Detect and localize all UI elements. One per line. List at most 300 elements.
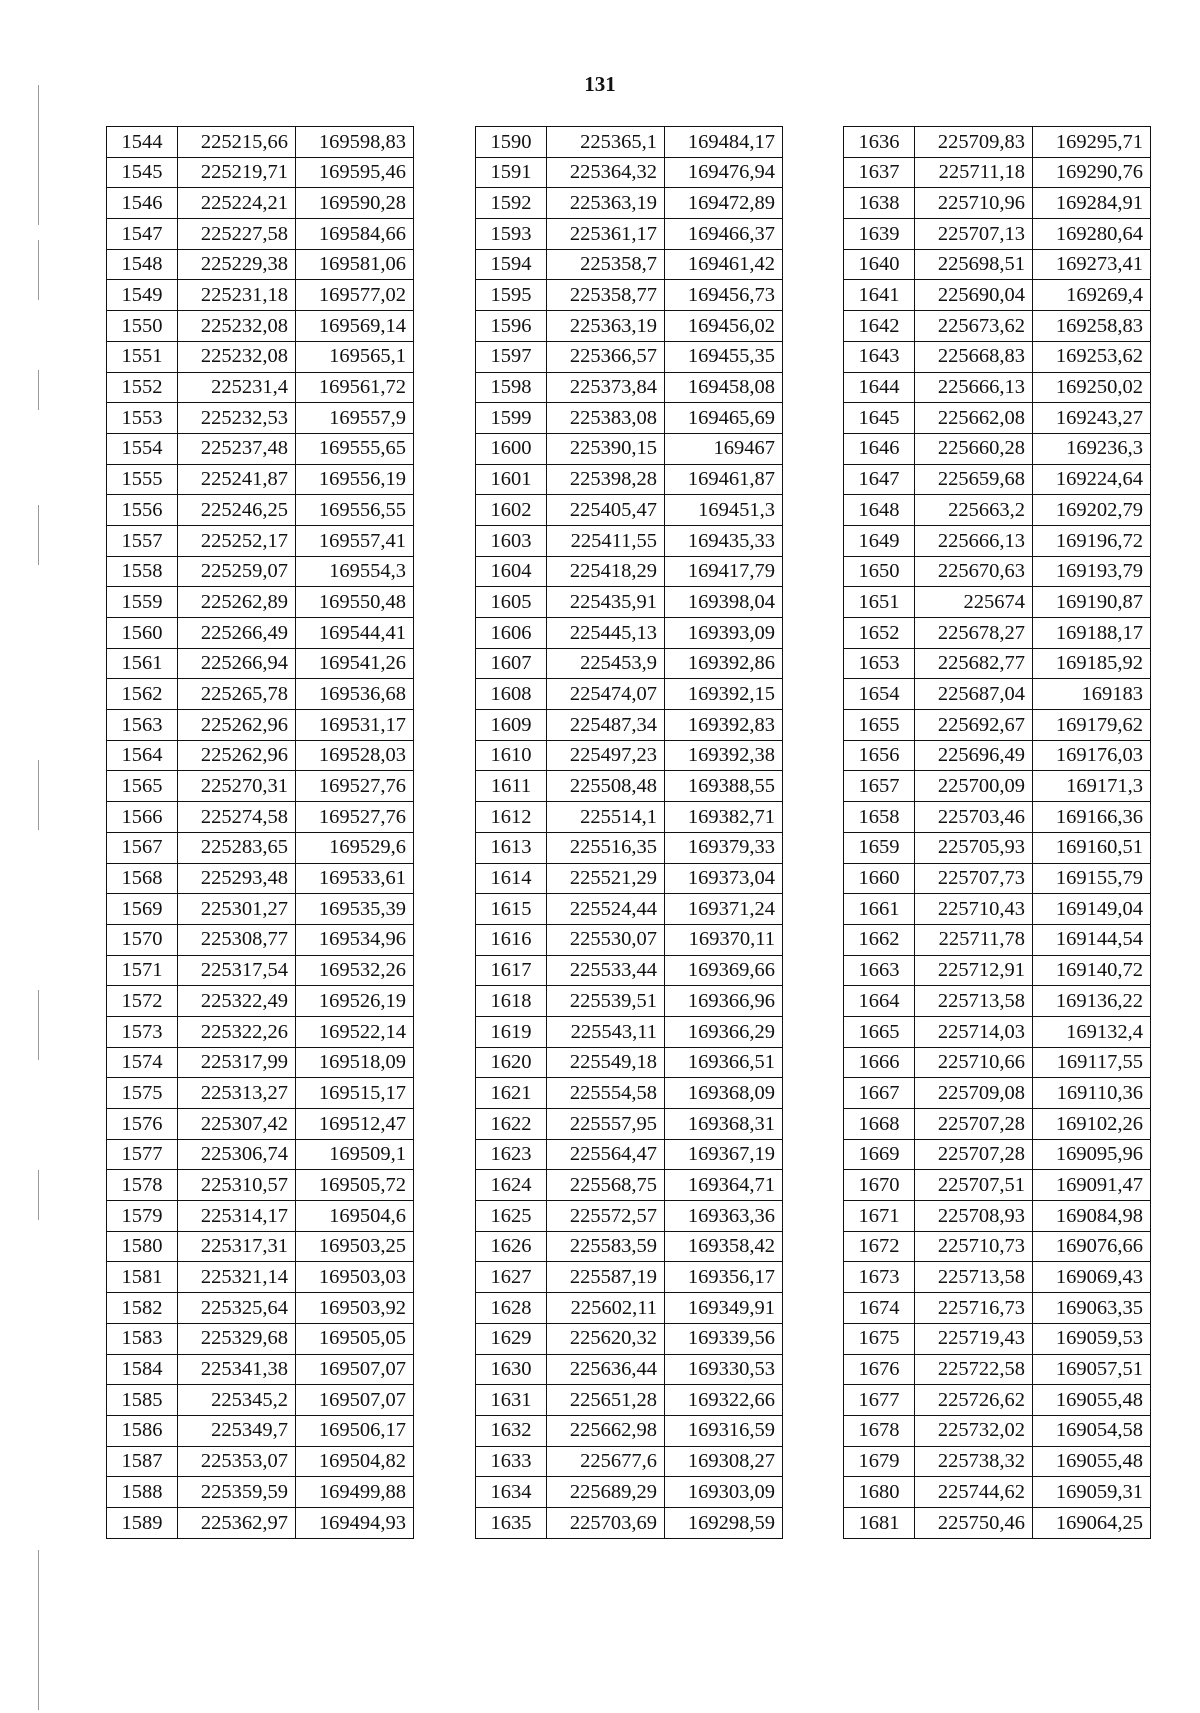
point-number-cell: 1577: [107, 1139, 178, 1170]
point-number-cell: 1606: [476, 618, 547, 649]
point-number-cell: 1551: [107, 341, 178, 372]
coordinate-table-2: [475, 126, 783, 1539]
table-row: [107, 679, 414, 710]
y-coordinate-cell: 169330,53: [665, 1354, 783, 1385]
point-number-cell: 1607: [476, 648, 547, 679]
y-coordinate-cell: 169529,6: [296, 832, 414, 863]
point-number-cell: 1560: [107, 618, 178, 649]
table-row: [107, 464, 414, 495]
table-row: [844, 1231, 1151, 1262]
point-number-cell: 1587: [107, 1446, 178, 1477]
point-number-cell: 1634: [476, 1477, 547, 1508]
x-coordinate-cell: 225668,83: [915, 341, 1033, 372]
y-coordinate-cell: 169556,55: [296, 495, 414, 526]
point-number-cell: 1584: [107, 1354, 178, 1385]
point-number-cell: 1648: [844, 495, 915, 526]
table-row: [844, 556, 1151, 587]
table-row: [844, 1354, 1151, 1385]
y-coordinate-cell: 169149,04: [1033, 894, 1151, 925]
table-row: [476, 648, 783, 679]
x-coordinate-cell: 225310,57: [178, 1170, 296, 1201]
x-coordinate-cell: 225329,68: [178, 1323, 296, 1354]
table-row: [844, 924, 1151, 955]
y-coordinate-cell: 169398,04: [665, 587, 783, 618]
x-coordinate-cell: 225666,13: [915, 372, 1033, 403]
x-coordinate-cell: 225711,18: [915, 157, 1033, 188]
table-row: [844, 1477, 1151, 1508]
point-number-cell: 1579: [107, 1201, 178, 1232]
x-coordinate-cell: 225587,19: [547, 1262, 665, 1293]
point-number-cell: 1650: [844, 556, 915, 587]
table-row: [476, 1109, 783, 1140]
table-row: [476, 1047, 783, 1078]
table-row: [844, 311, 1151, 342]
y-coordinate-cell: 169243,27: [1033, 403, 1151, 434]
y-coordinate-cell: 169160,51: [1033, 832, 1151, 863]
table-row: [844, 863, 1151, 894]
table-row: [107, 525, 414, 556]
x-coordinate-cell: 225293,48: [178, 863, 296, 894]
point-number-cell: 1649: [844, 525, 915, 556]
x-coordinate-cell: 225543,11: [547, 1016, 665, 1047]
point-number-cell: 1561: [107, 648, 178, 679]
x-coordinate-cell: 225232,08: [178, 341, 296, 372]
y-coordinate-cell: 169171,3: [1033, 771, 1151, 802]
y-coordinate-cell: 169379,33: [665, 832, 783, 863]
y-coordinate-cell: 169584,66: [296, 219, 414, 250]
table-row: [107, 403, 414, 434]
y-coordinate-cell: 169063,35: [1033, 1293, 1151, 1324]
x-coordinate-cell: 225636,44: [547, 1354, 665, 1385]
y-coordinate-cell: 169339,56: [665, 1323, 783, 1354]
x-coordinate-cell: 225262,89: [178, 587, 296, 618]
point-number-cell: 1639: [844, 219, 915, 250]
point-number-cell: 1563: [107, 710, 178, 741]
point-number-cell: 1549: [107, 280, 178, 311]
point-number-cell: 1614: [476, 863, 547, 894]
x-coordinate-cell: 225549,18: [547, 1047, 665, 1078]
y-coordinate-cell: 169370,11: [665, 924, 783, 955]
x-coordinate-cell: 225707,13: [915, 219, 1033, 250]
table-row: [844, 1016, 1151, 1047]
table-row: [476, 924, 783, 955]
y-coordinate-cell: 169284,91: [1033, 188, 1151, 219]
point-number-cell: 1663: [844, 955, 915, 986]
table-row: [107, 1201, 414, 1232]
y-coordinate-cell: 169557,41: [296, 525, 414, 556]
point-number-cell: 1585: [107, 1385, 178, 1416]
table-row: [107, 249, 414, 280]
point-number-cell: 1552: [107, 372, 178, 403]
table-row: [476, 1477, 783, 1508]
table-row: [476, 495, 783, 526]
x-coordinate-cell: 225516,35: [547, 832, 665, 863]
point-number-cell: 1636: [844, 127, 915, 158]
point-number-cell: 1553: [107, 403, 178, 434]
table-row: [476, 157, 783, 188]
table-row: [844, 433, 1151, 464]
y-coordinate-cell: 169303,09: [665, 1477, 783, 1508]
x-coordinate-cell: 225533,44: [547, 955, 665, 986]
x-coordinate-cell: 225678,27: [915, 618, 1033, 649]
table-row: [844, 710, 1151, 741]
point-number-cell: 1657: [844, 771, 915, 802]
y-coordinate-cell: 169382,71: [665, 802, 783, 833]
x-coordinate-cell: 225227,58: [178, 219, 296, 250]
y-coordinate-cell: 169366,51: [665, 1047, 783, 1078]
point-number-cell: 1677: [844, 1385, 915, 1416]
point-number-cell: 1680: [844, 1477, 915, 1508]
point-number-cell: 1624: [476, 1170, 547, 1201]
x-coordinate-cell: 225365,1: [547, 127, 665, 158]
point-number-cell: 1627: [476, 1262, 547, 1293]
table-row: [476, 403, 783, 434]
x-coordinate-cell: 225651,28: [547, 1385, 665, 1416]
x-coordinate-cell: 225689,29: [547, 1477, 665, 1508]
y-coordinate-cell: 169367,19: [665, 1139, 783, 1170]
x-coordinate-cell: 225349,7: [178, 1415, 296, 1446]
y-coordinate-cell: 169504,82: [296, 1446, 414, 1477]
y-coordinate-cell: 169544,41: [296, 618, 414, 649]
table-row: [476, 1323, 783, 1354]
point-number-cell: 1570: [107, 924, 178, 955]
table-row: [844, 249, 1151, 280]
y-coordinate-cell: 169140,72: [1033, 955, 1151, 986]
point-number-cell: 1566: [107, 802, 178, 833]
y-coordinate-cell: 169534,96: [296, 924, 414, 955]
point-number-cell: 1626: [476, 1231, 547, 1262]
x-coordinate-cell: 225700,09: [915, 771, 1033, 802]
table-row: [476, 280, 783, 311]
x-coordinate-cell: 225306,74: [178, 1139, 296, 1170]
table-row: [107, 1323, 414, 1354]
point-number-cell: 1633: [476, 1446, 547, 1477]
point-number-cell: 1609: [476, 710, 547, 741]
x-coordinate-cell: 225564,47: [547, 1139, 665, 1170]
x-coordinate-cell: 225663,2: [915, 495, 1033, 526]
table-row: [844, 1446, 1151, 1477]
y-coordinate-cell: 169091,47: [1033, 1170, 1151, 1201]
y-coordinate-cell: 169358,42: [665, 1231, 783, 1262]
x-coordinate-cell: 225398,28: [547, 464, 665, 495]
x-coordinate-cell: 225345,2: [178, 1385, 296, 1416]
x-coordinate-cell: 225707,73: [915, 863, 1033, 894]
x-coordinate-cell: 225219,71: [178, 157, 296, 188]
y-coordinate-cell: 169095,96: [1033, 1139, 1151, 1170]
table-row: [107, 1507, 414, 1538]
table-row: [844, 1293, 1151, 1324]
y-coordinate-cell: 169503,03: [296, 1262, 414, 1293]
x-coordinate-cell: 225674: [915, 587, 1033, 618]
table-row: [476, 986, 783, 1017]
x-coordinate-cell: 225317,54: [178, 955, 296, 986]
x-coordinate-cell: 225713,58: [915, 986, 1033, 1017]
y-coordinate-cell: 169512,47: [296, 1109, 414, 1140]
table-row: [107, 802, 414, 833]
point-number-cell: 1654: [844, 679, 915, 710]
y-coordinate-cell: 169472,89: [665, 188, 783, 219]
y-coordinate-cell: 169236,3: [1033, 433, 1151, 464]
table-row: [107, 1354, 414, 1385]
y-coordinate-cell: 169598,83: [296, 127, 414, 158]
point-number-cell: 1681: [844, 1507, 915, 1538]
point-number-cell: 1640: [844, 249, 915, 280]
x-coordinate-cell: 225341,38: [178, 1354, 296, 1385]
y-coordinate-cell: 169349,91: [665, 1293, 783, 1324]
x-coordinate-cell: 225620,32: [547, 1323, 665, 1354]
table-row: [476, 771, 783, 802]
point-number-cell: 1554: [107, 433, 178, 464]
y-coordinate-cell: 169393,09: [665, 618, 783, 649]
x-coordinate-cell: 225709,08: [915, 1078, 1033, 1109]
x-coordinate-cell: 225712,91: [915, 955, 1033, 986]
table-row: [107, 1016, 414, 1047]
y-coordinate-cell: 169461,87: [665, 464, 783, 495]
table-row: [844, 157, 1151, 188]
x-coordinate-cell: 225274,58: [178, 802, 296, 833]
point-number-cell: 1569: [107, 894, 178, 925]
point-number-cell: 1630: [476, 1354, 547, 1385]
point-number-cell: 1631: [476, 1385, 547, 1416]
y-coordinate-cell: 169084,98: [1033, 1201, 1151, 1232]
y-coordinate-cell: 169322,66: [665, 1385, 783, 1416]
point-number-cell: 1674: [844, 1293, 915, 1324]
y-coordinate-cell: 169368,31: [665, 1109, 783, 1140]
table-row: [107, 280, 414, 311]
x-coordinate-cell: 225719,43: [915, 1323, 1033, 1354]
point-number-cell: 1564: [107, 740, 178, 771]
table-row: [107, 648, 414, 679]
table-row: [844, 648, 1151, 679]
point-number-cell: 1670: [844, 1170, 915, 1201]
table-row: [107, 188, 414, 219]
x-coordinate-cell: 225710,43: [915, 894, 1033, 925]
y-coordinate-cell: 169059,53: [1033, 1323, 1151, 1354]
table-row: [107, 771, 414, 802]
point-number-cell: 1567: [107, 832, 178, 863]
point-number-cell: 1594: [476, 249, 547, 280]
y-coordinate-cell: 169455,35: [665, 341, 783, 372]
x-coordinate-cell: 225262,96: [178, 710, 296, 741]
point-number-cell: 1642: [844, 311, 915, 342]
table-row: [844, 955, 1151, 986]
x-coordinate-cell: 225270,31: [178, 771, 296, 802]
x-coordinate-cell: 225411,55: [547, 525, 665, 556]
table-row: [844, 1385, 1151, 1416]
y-coordinate-cell: 169528,03: [296, 740, 414, 771]
point-number-cell: 1578: [107, 1170, 178, 1201]
point-number-cell: 1548: [107, 249, 178, 280]
x-coordinate-cell: 225659,68: [915, 464, 1033, 495]
table-row: [107, 1415, 414, 1446]
y-coordinate-cell: 169527,76: [296, 771, 414, 802]
point-number-cell: 1669: [844, 1139, 915, 1170]
table-row: [844, 219, 1151, 250]
y-coordinate-cell: 169069,43: [1033, 1262, 1151, 1293]
x-coordinate-cell: 225325,64: [178, 1293, 296, 1324]
y-coordinate-cell: 169577,02: [296, 280, 414, 311]
table-row: [476, 955, 783, 986]
point-number-cell: 1597: [476, 341, 547, 372]
y-coordinate-cell: 169250,02: [1033, 372, 1151, 403]
y-coordinate-cell: 169503,92: [296, 1293, 414, 1324]
x-coordinate-cell: 225602,11: [547, 1293, 665, 1324]
point-number-cell: 1618: [476, 986, 547, 1017]
table-row: [476, 1262, 783, 1293]
point-number-cell: 1612: [476, 802, 547, 833]
table-row: [844, 1109, 1151, 1140]
y-coordinate-cell: 169417,79: [665, 556, 783, 587]
table-row: [107, 1109, 414, 1140]
point-number-cell: 1595: [476, 280, 547, 311]
y-coordinate-cell: 169507,07: [296, 1385, 414, 1416]
y-coordinate-cell: 169132,4: [1033, 1016, 1151, 1047]
table-row: [107, 1385, 414, 1416]
point-number-cell: 1628: [476, 1293, 547, 1324]
point-number-cell: 1613: [476, 832, 547, 863]
point-number-cell: 1662: [844, 924, 915, 955]
point-number-cell: 1550: [107, 311, 178, 342]
y-coordinate-cell: 169166,36: [1033, 802, 1151, 833]
x-coordinate-cell: 225583,59: [547, 1231, 665, 1262]
y-coordinate-cell: 169509,1: [296, 1139, 414, 1170]
table-row: [844, 1415, 1151, 1446]
y-coordinate-cell: 169494,93: [296, 1507, 414, 1538]
scan-margin-mark: [38, 505, 39, 565]
x-coordinate-cell: 225283,65: [178, 832, 296, 863]
table-row: [476, 188, 783, 219]
x-coordinate-cell: 225314,17: [178, 1201, 296, 1232]
point-number-cell: 1591: [476, 157, 547, 188]
x-coordinate-cell: 225322,49: [178, 986, 296, 1017]
y-coordinate-cell: 169117,55: [1033, 1047, 1151, 1078]
y-coordinate-cell: 169290,76: [1033, 157, 1151, 188]
point-number-cell: 1672: [844, 1231, 915, 1262]
point-number-cell: 1641: [844, 280, 915, 311]
x-coordinate-cell: 225252,17: [178, 525, 296, 556]
y-coordinate-cell: 169055,48: [1033, 1385, 1151, 1416]
table-row: [107, 372, 414, 403]
point-number-cell: 1659: [844, 832, 915, 863]
y-coordinate-cell: 169392,83: [665, 710, 783, 741]
x-coordinate-cell: 225572,57: [547, 1201, 665, 1232]
x-coordinate-cell: 225246,25: [178, 495, 296, 526]
y-coordinate-cell: 169515,17: [296, 1078, 414, 1109]
y-coordinate-cell: 169392,38: [665, 740, 783, 771]
table-row: [844, 1047, 1151, 1078]
point-number-cell: 1651: [844, 587, 915, 618]
x-coordinate-cell: 225568,75: [547, 1170, 665, 1201]
point-number-cell: 1621: [476, 1078, 547, 1109]
x-coordinate-cell: 225726,62: [915, 1385, 1033, 1416]
x-coordinate-cell: 225321,14: [178, 1262, 296, 1293]
x-coordinate-cell: 225383,08: [547, 403, 665, 434]
x-coordinate-cell: 225708,93: [915, 1201, 1033, 1232]
table-row: [107, 219, 414, 250]
point-number-cell: 1599: [476, 403, 547, 434]
y-coordinate-cell: 169179,62: [1033, 710, 1151, 741]
point-number-cell: 1596: [476, 311, 547, 342]
y-coordinate-cell: 169456,02: [665, 311, 783, 342]
point-number-cell: 1660: [844, 863, 915, 894]
y-coordinate-cell: 169308,27: [665, 1446, 783, 1477]
y-coordinate-cell: 169253,62: [1033, 341, 1151, 372]
table-row: [476, 894, 783, 925]
x-coordinate-cell: 225557,95: [547, 1109, 665, 1140]
y-coordinate-cell: 169388,55: [665, 771, 783, 802]
point-number-cell: 1647: [844, 464, 915, 495]
x-coordinate-cell: 225521,29: [547, 863, 665, 894]
x-coordinate-cell: 225666,13: [915, 525, 1033, 556]
table-row: [107, 311, 414, 342]
x-coordinate-cell: 225358,77: [547, 280, 665, 311]
x-coordinate-cell: 225696,49: [915, 740, 1033, 771]
scan-margin-mark: [38, 240, 39, 300]
x-coordinate-cell: 225259,07: [178, 556, 296, 587]
point-number-cell: 1676: [844, 1354, 915, 1385]
point-number-cell: 1617: [476, 955, 547, 986]
x-coordinate-cell: 225313,27: [178, 1078, 296, 1109]
y-coordinate-cell: 169456,73: [665, 280, 783, 311]
y-coordinate-cell: 169366,29: [665, 1016, 783, 1047]
y-coordinate-cell: 169059,31: [1033, 1477, 1151, 1508]
point-number-cell: 1575: [107, 1078, 178, 1109]
point-number-cell: 1644: [844, 372, 915, 403]
x-coordinate-cell: 225713,58: [915, 1262, 1033, 1293]
point-number-cell: 1605: [476, 587, 547, 618]
table-row: [844, 495, 1151, 526]
x-coordinate-cell: 225232,53: [178, 403, 296, 434]
table-row: [107, 127, 414, 158]
point-number-cell: 1590: [476, 127, 547, 158]
table-row: [844, 740, 1151, 771]
y-coordinate-cell: 169054,58: [1033, 1415, 1151, 1446]
point-number-cell: 1600: [476, 433, 547, 464]
x-coordinate-cell: 225215,66: [178, 127, 296, 158]
table-row: [107, 587, 414, 618]
x-coordinate-cell: 225508,48: [547, 771, 665, 802]
scan-margin-mark: [38, 1170, 39, 1220]
x-coordinate-cell: 225662,08: [915, 403, 1033, 434]
x-coordinate-cell: 225497,23: [547, 740, 665, 771]
y-coordinate-cell: 169110,36: [1033, 1078, 1151, 1109]
x-coordinate-cell: 225703,69: [547, 1507, 665, 1538]
x-coordinate-cell: 225660,28: [915, 433, 1033, 464]
y-coordinate-cell: 169595,46: [296, 157, 414, 188]
y-coordinate-cell: 169504,6: [296, 1201, 414, 1232]
point-number-cell: 1655: [844, 710, 915, 741]
y-coordinate-cell: 169581,06: [296, 249, 414, 280]
y-coordinate-cell: 169435,33: [665, 525, 783, 556]
point-number-cell: 1665: [844, 1016, 915, 1047]
x-coordinate-cell: 225301,27: [178, 894, 296, 925]
y-coordinate-cell: 169076,66: [1033, 1231, 1151, 1262]
table-row: [476, 1446, 783, 1477]
y-coordinate-cell: 169269,4: [1033, 280, 1151, 311]
y-coordinate-cell: 169176,03: [1033, 740, 1151, 771]
table-row: [476, 1507, 783, 1538]
table-row: [107, 894, 414, 925]
x-coordinate-cell: 225707,28: [915, 1139, 1033, 1170]
point-number-cell: 1586: [107, 1415, 178, 1446]
y-coordinate-cell: 169185,92: [1033, 648, 1151, 679]
table-row: [107, 832, 414, 863]
y-coordinate-cell: 169136,22: [1033, 986, 1151, 1017]
table-row: [844, 771, 1151, 802]
x-coordinate-cell: 225231,18: [178, 280, 296, 311]
y-coordinate-cell: 169554,3: [296, 556, 414, 587]
table-row: [107, 556, 414, 587]
